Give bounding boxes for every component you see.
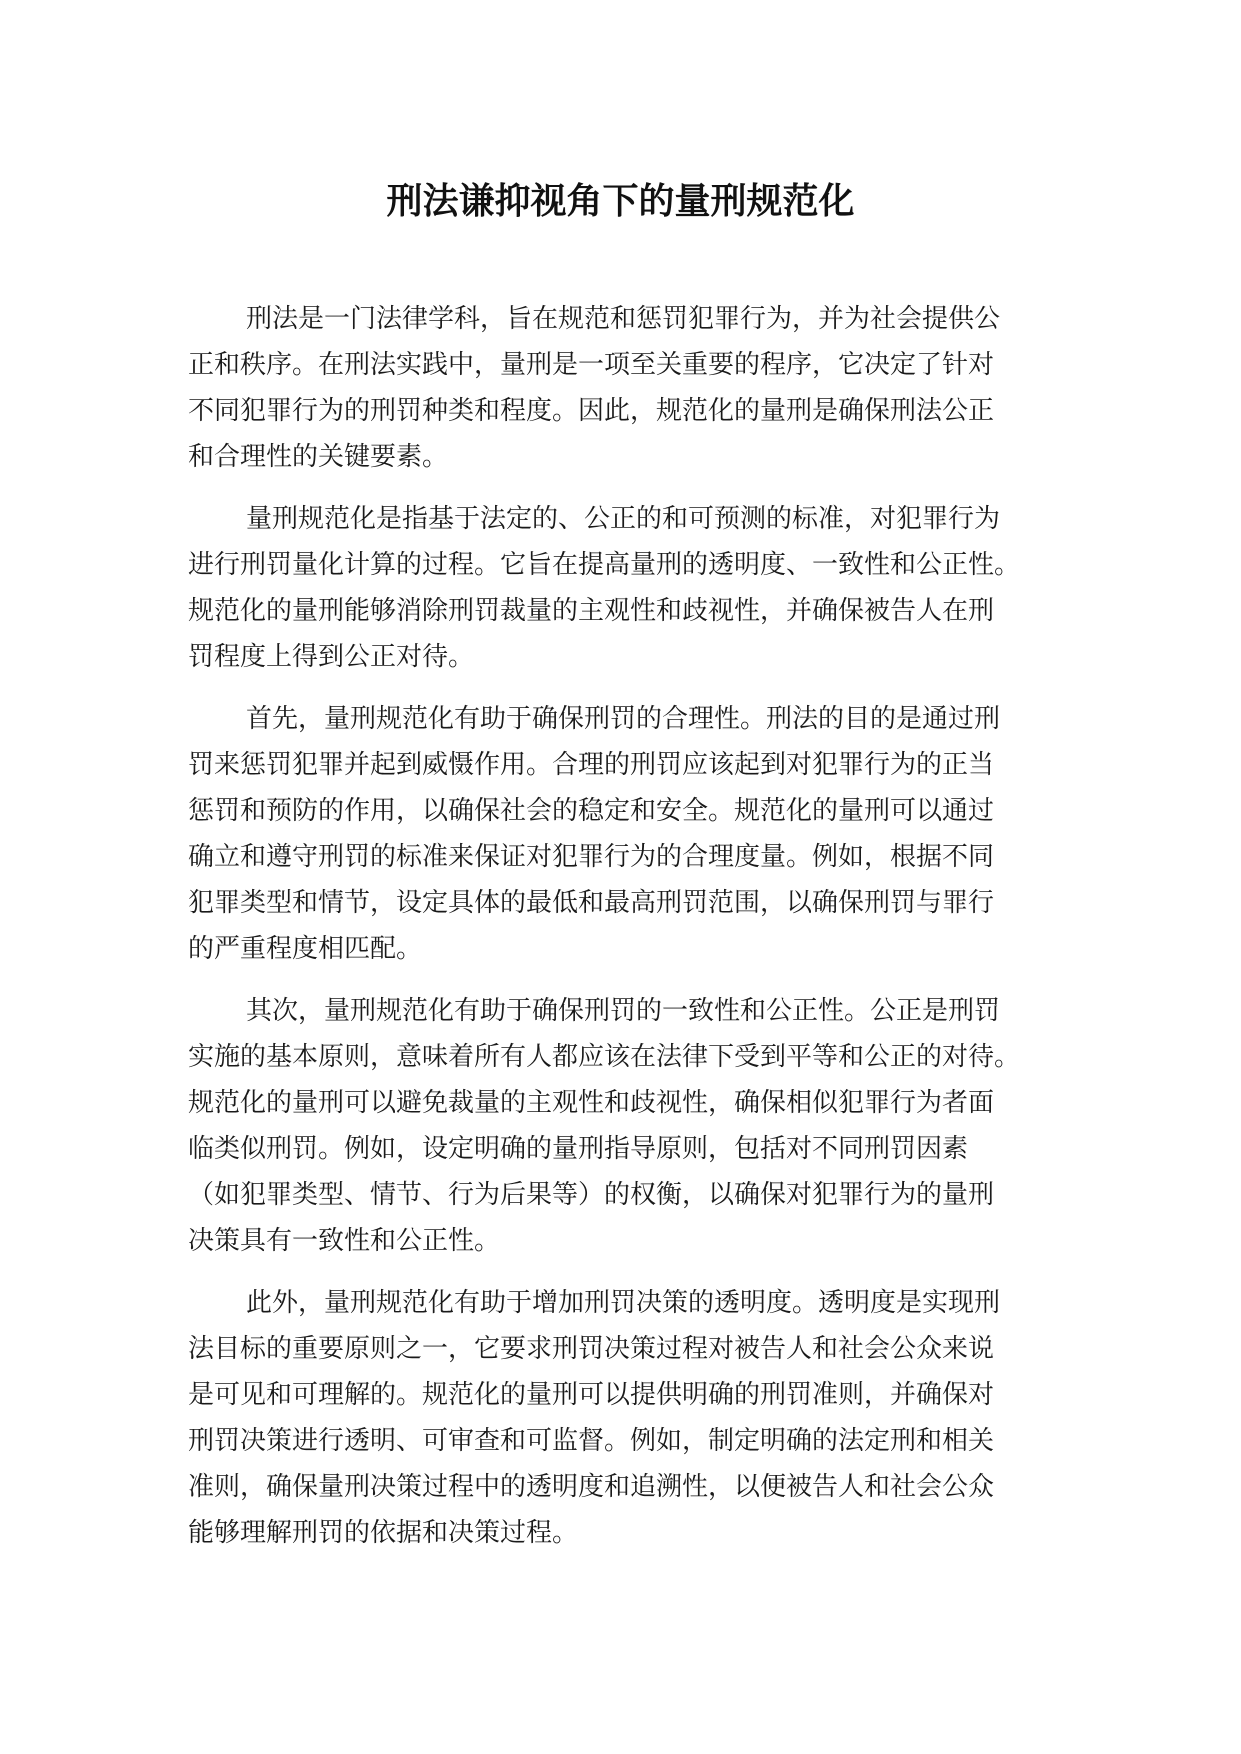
- text-line: 刑罚决策进行透明、可审查和可监督。例如，制定明确的法定刑和相关: [188, 1426, 995, 1456]
- text-line: 是可见和可理解的。规范化的量刑可以提供明确的刑罚准则，并确保对: [188, 1380, 995, 1410]
- text-line: 犯罪类型和情节，设定具体的最低和最高刑罚范围，以确保刑罚与罪行: [188, 888, 995, 918]
- text-line: 此外，量刑规范化有助于增加刑罚决策的透明度。透明度是实现刑: [246, 1288, 1001, 1318]
- text-line: 进行刑罚量化计算的过程。它旨在提高量刑的透明度、一致性和公正性。: [188, 550, 1021, 580]
- text-line: （如犯罪类型、情节、行为后果等）的权衡，以确保对犯罪行为的量刑: [188, 1180, 995, 1210]
- text-line: 法目标的重要原则之一，它要求刑罚决策过程对被告人和社会公众来说: [188, 1334, 995, 1364]
- text-line: 能够理解刑罚的依据和决策过程。: [188, 1518, 579, 1548]
- document-title: 刑法谦抑视角下的量刑规范化: [386, 181, 855, 222]
- text-line: 正和秩序。在刑法实践中，量刑是一项至关重要的程序，它决定了针对: [188, 350, 995, 380]
- text-line: 刑法是一门法律学科，旨在规范和惩罚犯罪行为，并为社会提供公: [246, 304, 1001, 334]
- text-line: 临类似刑罚。例如，设定明确的量刑指导原则，包括对不同刑罚因素: [188, 1134, 969, 1164]
- text-line: 规范化的量刑能够消除刑罚裁量的主观性和歧视性，并确保被告人在刑: [188, 596, 995, 626]
- text-line: 决策具有一致性和公正性。: [188, 1226, 501, 1256]
- text-line: 其次，量刑规范化有助于确保刑罚的一致性和公正性。公正是刑罚: [246, 996, 1001, 1026]
- text-line: 实施的基本原则，意味着所有人都应该在法律下受到平等和公正的对待。: [188, 1042, 1021, 1072]
- text-line: 不同犯罪行为的刑罚种类和程度。因此，规范化的量刑是确保刑法公正: [188, 396, 995, 426]
- text-line: 的严重程度相匹配。: [188, 934, 423, 964]
- paragraph: [188, 696, 1068, 972]
- text-line: 确立和遵守刑罚的标准来保证对犯罪行为的合理度量。例如，根据不同: [188, 842, 995, 872]
- document-body: [188, 296, 1068, 1572]
- text-line: 罚来惩罚犯罪并起到威慑作用。合理的刑罚应该起到对犯罪行为的正当: [188, 750, 995, 780]
- text-line: 惩罚和预防的作用，以确保社会的稳定和安全。规范化的量刑可以通过: [188, 796, 995, 826]
- paragraph: [188, 1280, 1068, 1556]
- paragraph: [188, 296, 1068, 480]
- text-line: 首先，量刑规范化有助于确保刑罚的合理性。刑法的目的是通过刑: [246, 704, 1001, 734]
- text-line: 准则，确保量刑决策过程中的透明度和追溯性，以便被告人和社会公众: [188, 1472, 995, 1502]
- text-line: 罚程度上得到公正对待。: [188, 642, 475, 672]
- text-line: 规范化的量刑可以避免裁量的主观性和歧视性，确保相似犯罪行为者面: [188, 1088, 995, 1118]
- paragraph: [188, 496, 1068, 680]
- text-line: 量刑规范化是指基于法定的、公正的和可预测的标准，对犯罪行为: [246, 504, 1001, 534]
- text-line: 和合理性的关键要素。: [188, 442, 449, 472]
- paragraph: [188, 988, 1068, 1264]
